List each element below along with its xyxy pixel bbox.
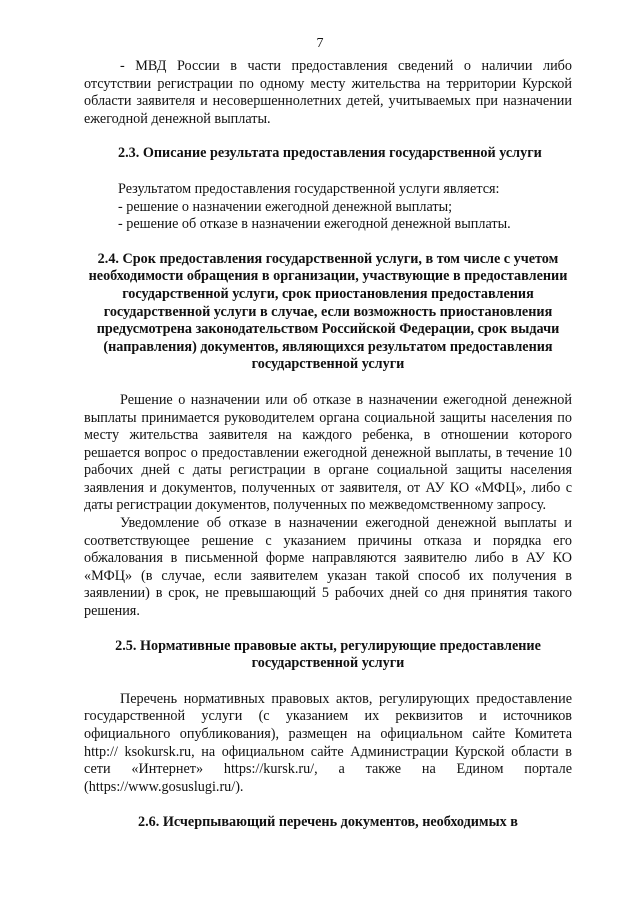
section-2-4-heading: 2.4. Срок предоставления государственной услуги, в том числе с учетом необходимости обращения в организации, участвующие в предоставлении государственной услуги, срок приостановления предоставления государственной услуги в случае, если возможность приостановления предусмотрена законодательством Российской Федерации, срок выдачи (направления) документов, являющихся результатом предоставления государственной услуги [88,250,568,373]
section-2-6-heading: 2.6. Исчерпывающий перечень документов, необходимых в [138,814,518,831]
section-2-3-lead: Результатом предоставления государственной услуги является: [118,180,500,197]
section-2-3-heading: 2.3. Описание результата предоставления государственной услуги [118,145,542,162]
section-2-5-heading: 2.5. Нормативные правовые акты, регулирующие предоставление государственной услуги [115,637,541,672]
section-2-3-item: - решение о назначении ежегодной денежной выплаты; [118,198,453,215]
section-2-4-paragraph-2: Уведомление об отказе в назначении ежегодной денежной выплаты и соответствующее решение с указанием причины отказа и порядка его обжалования в письменной форме направляются заявителю либо в АУ КО «МФЦ» (в случае, если заявителем указан такой способ их получения в заявлении) в срок, не превышающий 5 рабочих дней со дня принятия такого решения. [84,515,572,620]
section-2-5-paragraph: Перечень нормативных правовых актов, регулирующих предоставление государственной услуги (с указанием их реквизитов и источников официального опубликования), размещен на официальном сайте Комитета http:// ksokursk.ru, на официальном сайте Администрации Курской области в сети «Интернет» https://kursk.ru/, а также на Едином портале (https://www.gosuslugi.ru/). [84,690,572,795]
intro-paragraph: - МВД России в части предоставления сведений о наличии либо отсутствии регистрации по одному месту жительства на территории Курской области заявителя и несовершеннолетних детей, учитываемых при назначении ежегодной денежной выплаты. [84,58,572,127]
section-2-4-paragraph-1: Решение о назначении или об отказе в назначении ежегодной денежной выплаты принимается руководителем органа социальной защиты населения по месту жительства заявителя на каждого ребенка, в отношении которого решается вопрос о предоставлении ежегодной денежной выплаты, в течение 10 рабочих дней с даты регистрации в органе социальной защиты населения заявления и документов, полученных от заявителя, от АУ КО «МФЦ», либо с даты регистрации документов, полученных по межведомственному запросу. [84,391,572,514]
section-2-3-item: - решение об отказе в назначении ежегодной денежной выплаты. [118,216,511,233]
page-number: 7 [316,36,324,51]
document-body [84,58,572,832]
